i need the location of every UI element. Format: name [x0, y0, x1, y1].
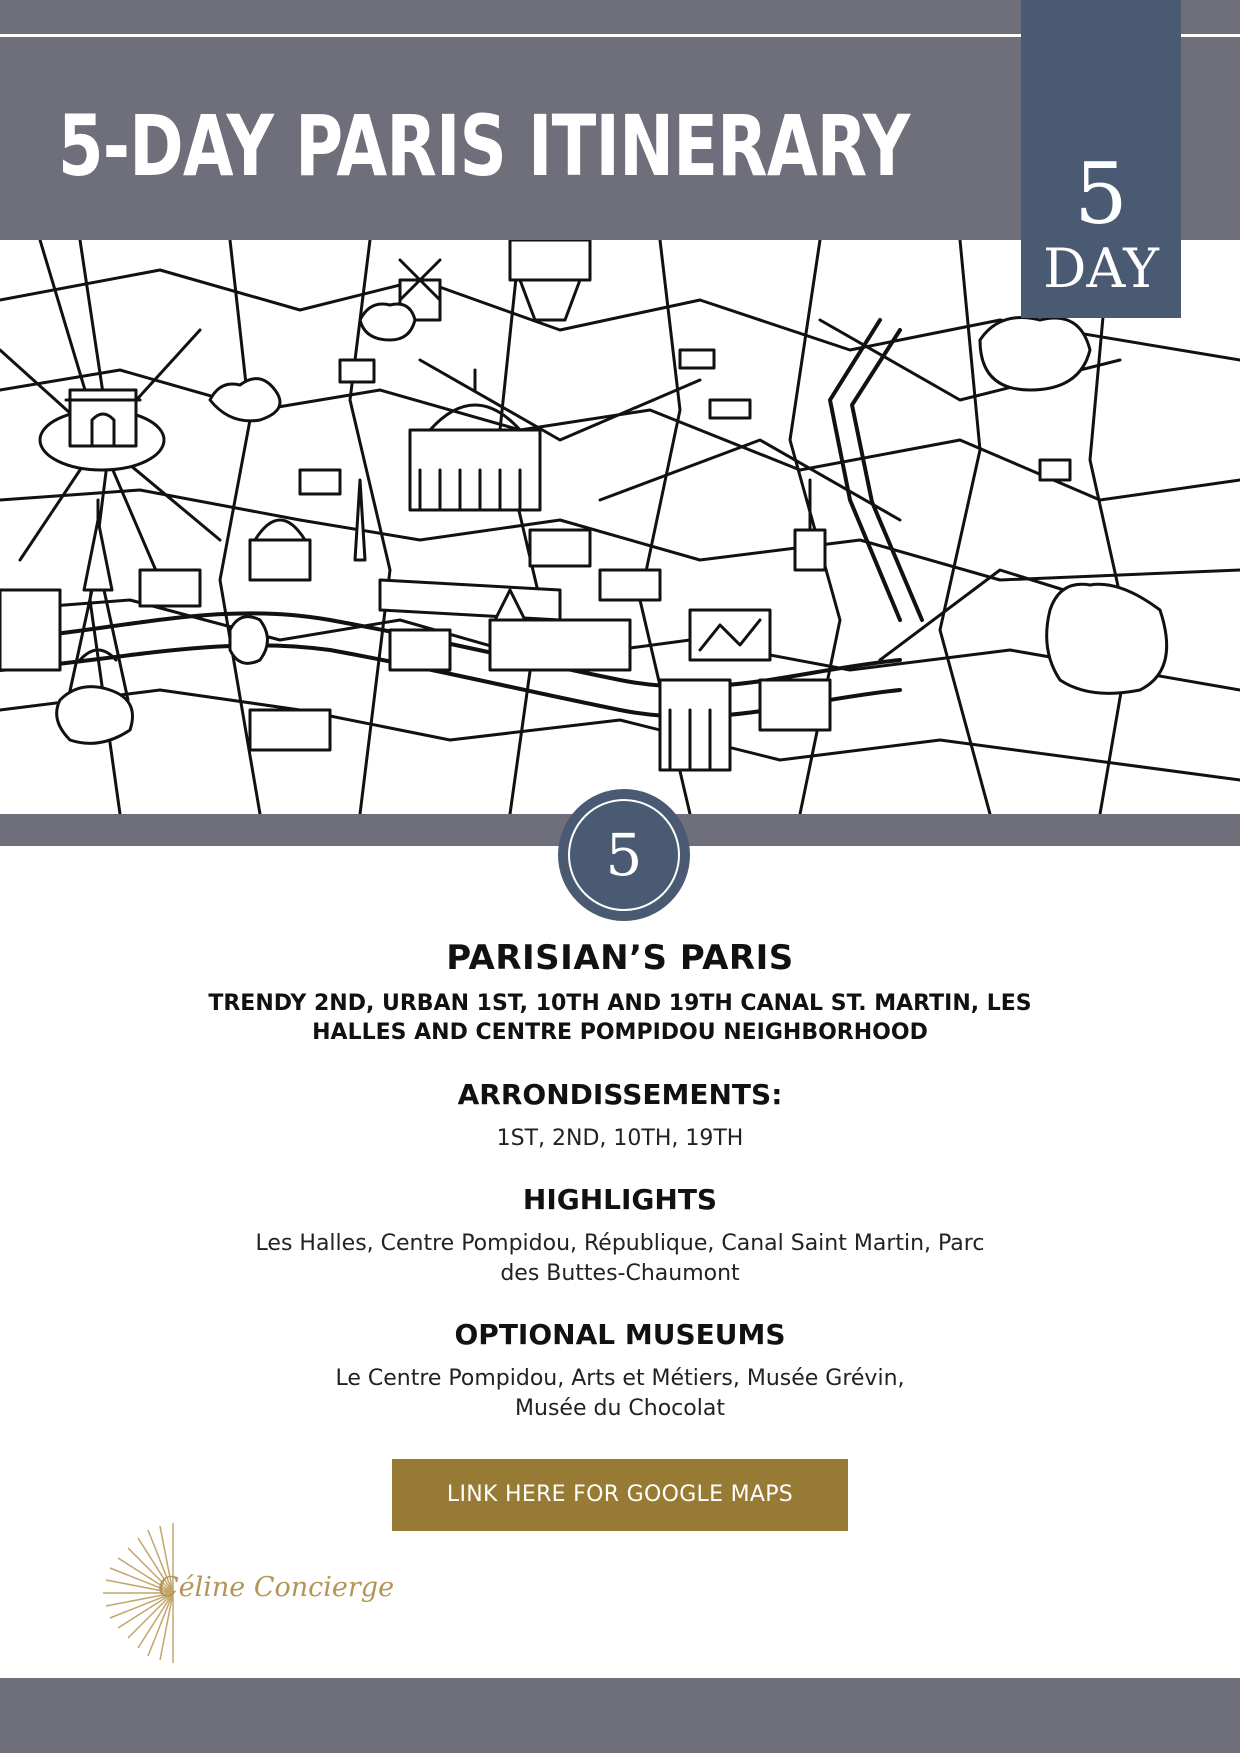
itinerary-title: PARISIAN’S PARIS: [446, 938, 794, 978]
museums-label: OPTIONAL MUSEUMS: [454, 1318, 786, 1352]
footer-band: [0, 1678, 1240, 1753]
arrondissements-value: 1ST, 2ND, 10TH, 19TH: [496, 1125, 744, 1151]
google-maps-link-button[interactable]: LINK HERE FOR GOOGLE MAPS: [392, 1459, 848, 1531]
itinerary-subtitle: TRENDY 2ND, URBAN 1ST, 10TH AND 19TH CANAL ST. MARTIN, LES HALLES AND CENTRE POMPIDOU NEIGHBORHOOD: [208, 990, 1032, 1046]
highlights-label: HIGHLIGHTS: [522, 1183, 718, 1217]
museums-value: Le Centre Pompidou, Arts et Métiers, Musée Grévin, Musée du Chocolat: [335, 1366, 905, 1421]
day-tab-number: 5: [1074, 145, 1128, 243]
day-tab-label: DAY: [1043, 237, 1159, 300]
day-badge: [558, 789, 690, 921]
day-badge-number: 5: [568, 799, 680, 911]
celine-concierge-logo: [98, 1518, 395, 1668]
logo-text: Céline Concierge: [158, 1572, 395, 1603]
itinerary-content: [0, 938, 1240, 1531]
highlights-value: Les Halles, Centre Pompidou, République, Canal Saint Martin, Parc des Buttes-Chaumont: [255, 1231, 985, 1286]
day-tab: [1021, 0, 1181, 318]
arrondissements-label: ARRONDISSEMENTS:: [457, 1078, 783, 1112]
page-title: 5-DAY PARIS ITINERARY: [58, 97, 910, 195]
paris-map-illustration: [0, 237, 1240, 814]
